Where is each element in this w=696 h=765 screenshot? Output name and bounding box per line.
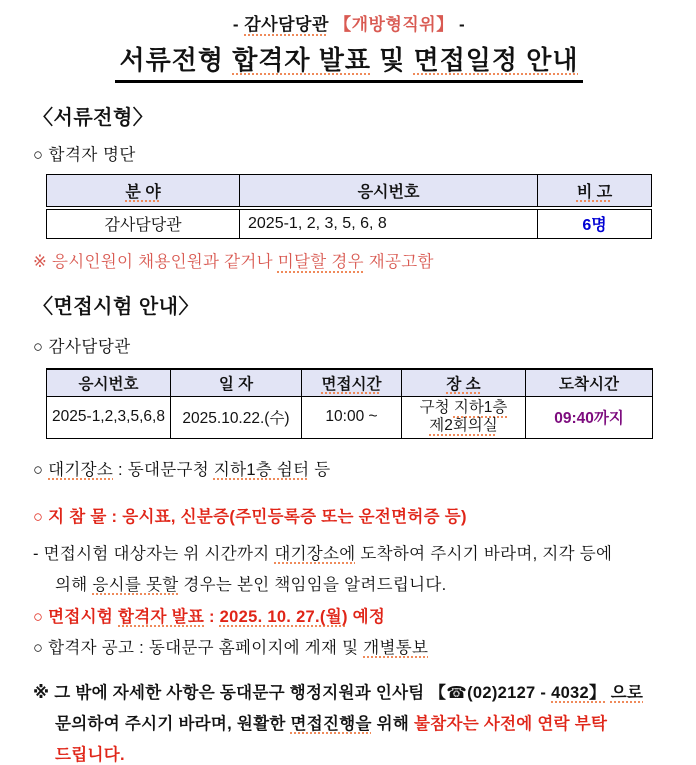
table-header-row — [47, 369, 653, 396]
notice-paragraph-line-1: - 면접시험 대상자는 위 시간까지 대기장소에 도착하여 주시기 바라며, 지각 등에 — [33, 544, 613, 563]
cell-date: 2025.10.22.(수) — [171, 396, 302, 438]
cell-field: 감사담당관 — [47, 208, 240, 239]
interview-result-date-line: ○ 면접시험 합격자 발표 : 2025. 10. 27.(월) 예정 — [33, 607, 386, 626]
table-row — [47, 396, 653, 438]
header-cell-place: 장 소 — [402, 369, 526, 396]
passers-list-label: ○ 합격자 명단 — [33, 146, 136, 164]
items-to-bring-line: ○ 지 참 물 : 응시표, 신분증(주민등록증 또는 운전면허증 등) — [33, 507, 467, 526]
screening-result-table — [46, 174, 652, 239]
section-heading-screening: 〈서류전형〉 — [33, 107, 154, 129]
header-cell-time: 면접시간 — [302, 369, 402, 396]
doc-title-row — [33, 40, 665, 83]
footer-contact-line-1: ※ 그 밖에 자세한 사항은 동대문구 행정지원과 인사팀 【☎(02)2127 - 4032】 으로 — [33, 683, 644, 702]
announcement-method-line: ○ 합격자 공고 : 동대문구 홈페이지에 게재 및 개별통보 — [33, 638, 429, 657]
header-cell-date: 일 자 — [171, 369, 302, 396]
header-cell-field: 분 야 — [47, 175, 240, 208]
section-heading-interview: 〈면접시험 안내〉 — [33, 296, 199, 318]
footer-contact-line-3: 드립니다. — [55, 745, 125, 764]
waiting-place-line: ○ 대기장소 : 동대문구청 지하1층 쉼터 등 — [33, 460, 331, 479]
table-header-row — [47, 175, 652, 208]
header-cell-note: 비 고 — [538, 175, 652, 208]
interview-dept-label: ○ 감사담당관 — [33, 338, 131, 356]
cell-place — [402, 396, 526, 438]
place-line-1: 구청 지하1층 — [419, 399, 508, 416]
cell-time: 10:00 ~ — [302, 396, 402, 438]
header-cell-arrival: 도착시간 — [526, 369, 653, 396]
place-line-2: 제2회의실 — [429, 417, 498, 434]
reannounce-notice: ※ 응시인원이 채용인원과 같거나 미달할 경우 재공고함 — [33, 253, 434, 271]
interview-schedule-table — [46, 368, 653, 439]
table-row — [47, 208, 652, 239]
doc-title: 서류전형 합격자 발표 및 면접일정 안내 — [115, 40, 582, 83]
cell-exam-numbers: 2025-1, 2, 3, 5, 6, 8 — [240, 208, 538, 239]
header-cell-exam-no: 응시번호 — [240, 175, 538, 208]
footer-contact-line-2: 문의하여 주시기 바라며, 원활한 면접진행을 위해 불참자는 사전에 연락 부탁 — [55, 714, 608, 733]
notice-paragraph-line-2: 의해 응시를 못할 경우는 본인 책임임을 알려드립니다. — [55, 575, 447, 594]
cell-arrival-time: 09:40까지 — [526, 396, 653, 438]
cell-passer-count: 6명 — [538, 208, 652, 239]
cell-exam-numbers: 2025-1,2,3,5,6,8 — [47, 396, 171, 438]
doc-subtitle: - 감사담당관 【개방형직위】 - — [232, 15, 466, 34]
header-cell-exam-no: 응시번호 — [47, 369, 171, 396]
